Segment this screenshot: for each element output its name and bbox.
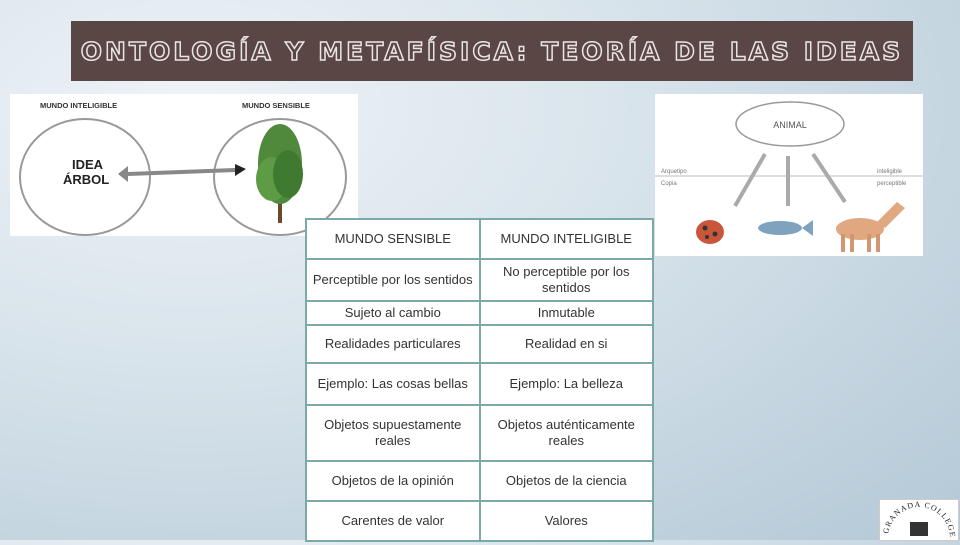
inteligible-label: inteligible [877,169,903,175]
arquetipo-label: Arquetipo [661,169,687,175]
table-row [306,461,653,501]
table-cell: Carentes de valor [306,501,480,541]
header-mundo-sensible: MUNDO SENSIBLE [306,219,480,259]
label-mundo-sensible: MUNDO SENSIBLE [242,101,310,110]
header-mundo-inteligible: MUNDO INTELIGIBLE [480,219,654,259]
fish-icon [758,220,813,236]
college-seal-icon [880,500,958,540]
horse-icon [836,202,905,252]
title-banner [71,21,913,81]
animal-label: ANIMAL [773,120,807,130]
perceptible-label: perceptible [877,181,907,187]
animal-archetype-svg [655,94,923,256]
arbol-label: ÁRBOL [63,172,110,187]
label-mundo-inteligible: MUNDO INTELIGIBLE [40,101,118,110]
ladybug-icon [696,220,724,244]
table-cell: Realidades particulares [306,325,480,363]
copia-label: Copia [661,181,677,187]
table-cell: Objetos auténticamente reales [480,405,654,461]
comparison-table [305,218,654,542]
table-cell: Objetos de la ciencia [480,461,654,501]
idea-tree-diagram [10,94,358,236]
idea-label: IDEA [72,157,104,172]
table-cell: Inmutable [480,301,654,325]
table-row [306,259,653,301]
college-logo [879,499,959,541]
table-cell: Objetos de la opinión [306,461,480,501]
idea-tree-svg [10,94,358,236]
table-row [306,405,653,461]
table-cell: Ejemplo: La belleza [480,363,654,405]
table-cell: Ejemplo: Las cosas bellas [306,363,480,405]
logo-text: GRANADA COLLEGE [881,500,958,539]
table-cell: Perceptible por los sentidos [306,259,480,301]
animal-archetype-diagram [655,94,923,256]
page-title: ONTOLOGÍA Y METAFÍSICA: TEORÍA DE LAS IDEAS [80,36,904,66]
table-cell: Realidad en si [480,325,654,363]
double-arrows [735,154,845,206]
table-cell: Objetos supuestamente reales [306,405,480,461]
table-row [306,325,653,363]
table-cell: No perceptible por los sentidos [480,259,654,301]
table-row [306,501,653,541]
table-row [306,301,653,325]
crest-icon [910,522,928,536]
table-header-row [306,219,653,259]
table-cell: Valores [480,501,654,541]
table-row [306,363,653,405]
table-cell: Sujeto al cambio [306,301,480,325]
